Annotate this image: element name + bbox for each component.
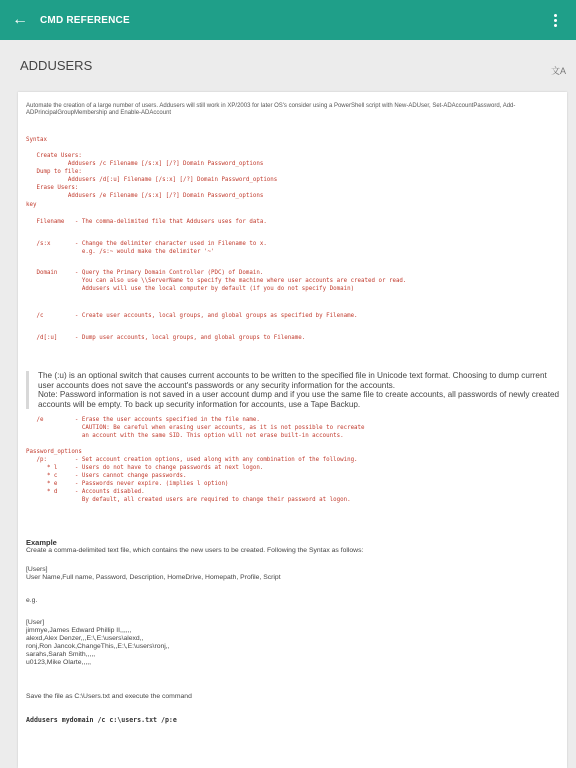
- eg-text: e.g.: [26, 597, 38, 604]
- user-line: ronj,Ron Jancok,ChangeThis,,E:\,E:\users\ronj,,: [26, 643, 170, 650]
- syntax-label: Syntax: [26, 137, 47, 143]
- example-command: Addusers mydomain /c c:\users.txt /p:e: [26, 716, 177, 724]
- user-line: sarahs,Sarah Smith,,,,,: [26, 651, 96, 658]
- password-options-block: Password_options /p: - Set account creation options, used along with any combination of the following. * l - Users do not have to change passwords at next logon. * c - Users cannot change passwords. * e - Passwords never expire. (implies l option) * d - Accounts disabled. By default, all created users are required to change their password at logon.: [26, 449, 358, 503]
- example-heading: Example: [26, 538, 57, 547]
- page-title: ADDUSERS: [20, 57, 93, 73]
- user-line: u0123,Mike Olarte,,,,,: [26, 659, 91, 666]
- key-domain: Domain - Query the Primary Domain Controller (PDC) of Domain. You can also use \\ServerName to specify the machine where user accounts are created or read. Addusers will use the local computer by default (if you do not specify Domain): [36, 270, 407, 292]
- user-line: alexd,Alex Denzer,,,E:\,E:\users\alexd,,: [26, 635, 144, 642]
- example-intro: Create a comma-delimited text file, which contains the new users to be created. Following the Syntax as follows:: [26, 547, 364, 554]
- intro-text: Automate the creation of a large number of users. Addusers will still work in XP/2003 for later OS's consider using a PowerShell script with New-ADUser, Set-ADAccountPassword, Add-ADPrincipalGroupMembership and Enable-ADAccount: [26, 103, 516, 116]
- key-erase: /e - Erase the user accounts specified in the file name. CAUTION: Be careful when erasing user accounts, as it is not possible to recreate an account with the same SID. This option will not erase built-in accounts.: [36, 417, 365, 439]
- overflow-menu-icon[interactable]: [548, 10, 562, 30]
- key-filename: Filename - The comma-delimited file that Addusers uses for data.: [26, 219, 267, 225]
- page-header: [0, 40, 576, 90]
- back-arrow-icon[interactable]: ←: [12, 11, 28, 28]
- users-fields: User Name,Full name, Password, Description, HomeDrive, Homepath, Profile, Script: [26, 574, 281, 581]
- quote-paragraph: Note: Password information is not saved in a user account dump and if you use the same file to create accounts, all passwords of newly created accounts will be empty. To back up security information for accounts, use a Tape Backup.: [38, 390, 560, 409]
- translate-icon[interactable]: 文A: [550, 66, 566, 76]
- user-label: [User]: [26, 619, 45, 626]
- key-delimiter: /s:x - Change the delimiter character used in Filename to x. e.g. /s:~ would make the delimiter '~': [36, 241, 267, 255]
- key-label: key: [26, 202, 37, 208]
- app-title: CMD REFERENCE: [40, 14, 130, 26]
- quote-paragraph: The (:u) is an optional switch that causes current accounts to be written to the specified file in Unicode text format. Choosing to dump current user accounts does not save the account's passwords or any security information for the accounts.: [38, 371, 547, 390]
- user-line: jimmye,James Edward Phillip II,,,,,,: [26, 627, 132, 634]
- users-label: [Users]: [26, 566, 48, 573]
- syntax-block: Create Users: Addusers /c Filename [/s:x] [/?] Domain Password_options Dump to file: Addusers /d[:u] Filename [/s:x] [/?] Domain Password_options Erase Users: Addusers /e Filename [/s:x] [/?] Domain Password_options: [36, 153, 278, 199]
- save-instructions: Save the file as C:\Users.txt and execute the command: [26, 693, 192, 700]
- key-dump: /d[:u] - Dump user accounts, local groups, and global groups to Filename.: [26, 335, 306, 341]
- app-bar: [0, 0, 576, 40]
- key-create: /c - Create user accounts, local groups, and global groups as specified by Filename.: [26, 313, 358, 319]
- reference-card: [18, 92, 567, 768]
- reference-content: [26, 103, 560, 724]
- dump-note-quote: [26, 371, 563, 409]
